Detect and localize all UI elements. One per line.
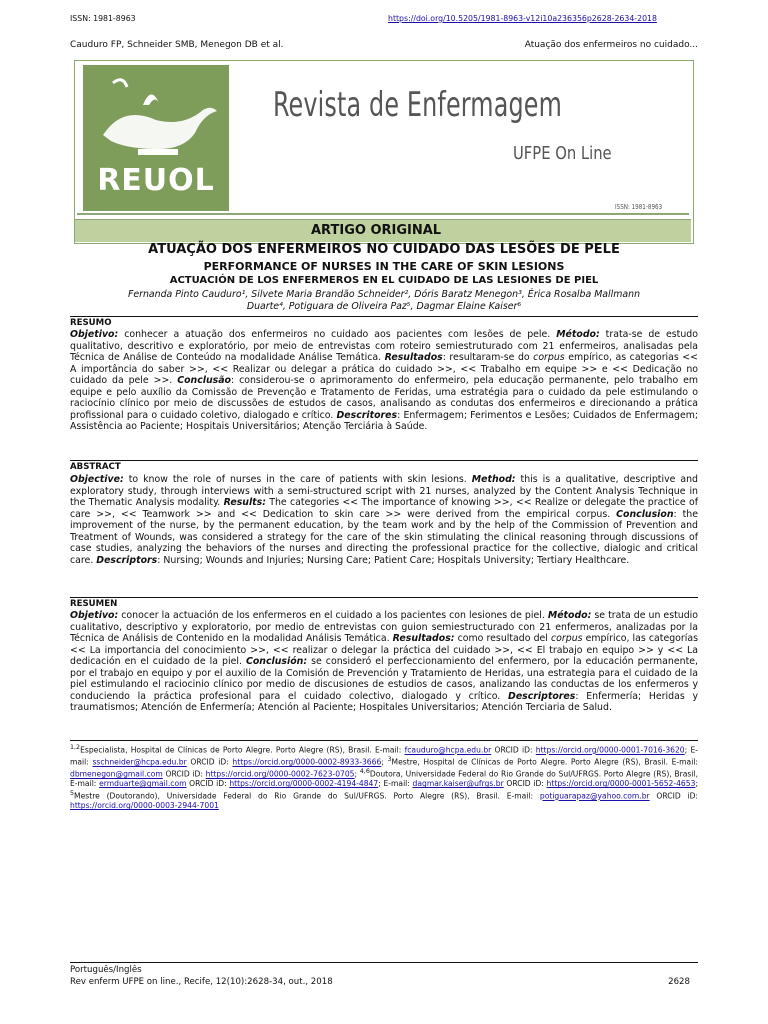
email-link[interactable]: dagmar.kaiser@ufrgs.br	[412, 779, 504, 789]
section-label: ARTIGO ORIGINAL	[311, 223, 442, 238]
resumen-text: Objetivo: conocer la actuación de los enfermeros en el cuidado a los pacientes con lesiones de piel. Método: se trata de un estudio cualitativo, descriptivo y exploratorio, por medio de entrevistas con guion semiestructurado con 21 enfermeros, analizadas por la Técnica de Análisis de Contenido en la modalidad Análisis Temática. Resultados: como resultado del corpus empírico, las categorías << La importancia del conocimiento >>, << realizar o delegar la práctica del cuidado >>, << El trabajo en equipo >> y << La dedicación en el cuidado de la piel. Conclusión: se consideró el perfeccionamiento del enfermero, por la educación permanente, por el trabajo en equipo y por el auxilio de la Comisión de Prevención y Tratamiento de Heridas, una estrategia para el cuidado de la piel estimulando el raciocinio clínico por medio de discusiones de estudios de casos, analizando las conductas de los enfermeros y conduciendo la práctica profesional para el cuidado colectivo, dialogado y crítico. Descriptores: Enfermería; Heridas y traumatismos; Atención de Enfermería; Atención al Paciente; Hospitales Universitarios; Atención Terciaria de Salud.	[70, 610, 699, 713]
orcid-link[interactable]: https://orcid.org/0000-0001-7016-3620	[535, 745, 685, 755]
authors-line-1: Fernanda Pinto Cauduro¹, Silvete Maria Brandão Schneider², Dóris Baratz Menegon³, Érica Rosalba Mallmann	[127, 289, 641, 300]
running-title: Atuação dos enfermeiros no cuidado...	[524, 40, 698, 50]
resumo-text: Objetivo: conhecer a atuação dos enfermeiros no cuidado aos pacientes com lesões de pele. Método: trata-se de estudo qualitativo, descritivo e exploratório, por meio de entrevistas com roteiro semiestruturado com 21 enfermeiros, analisadas pela Técnica de Análise de Conteúdo na modalidade Análise Temática. Resultados: resultaram-se do corpus empírico, as categorias << A importância do saber >>, << Realizar ou delegar a prática do cuidado >>, << Trabalho em equipe >> e << Dedicação no cuidado da pele >>. Conclusão: considerou-se o aprimoramento do enfermeiro, pela educação permanente, pelo trabalho em equipe e pelo auxílio da Comissão de Prevenção e Tratamento de Feridas, uma estratégia para o cuidado da pele estimulando o raciocínio clínico por meio de discussões de estudos de casos, analisando as condutas dos enfermeiros e direcionando a prática profissional para o cuidado coletivo, dialogado e crítico. Descritores: Enfermagem; Ferimentos e Lesões; Cuidados de Enfermagem; Assistência ao Paciente; Hospitais Universitários; Atenção Terciária à Saúde.	[70, 329, 699, 432]
page-number: 2628	[668, 977, 690, 987]
authors-line-2: Duarte⁴, Potiguara de Oliveira Paz⁵, Dagmar Elaine Kaiser⁶	[246, 301, 522, 312]
reuol-logo	[83, 65, 229, 211]
orcid-link[interactable]: https://orcid.org/0000-0002-4194-4847	[229, 779, 379, 789]
footer-rule	[70, 962, 698, 963]
title-en: PERFORMANCE OF NURSES IN THE CARE OF SKIN LESIONS	[203, 260, 565, 273]
running-authors: Cauduro FP, Schneider SMB, Menegon DB et al.	[70, 40, 284, 50]
journal-subtitle: UFPE On Line	[513, 143, 612, 164]
banner-divider	[77, 213, 689, 215]
email-link[interactable]: potiguarapaz@yahoo.com.br	[539, 791, 650, 801]
orcid-link[interactable]: https://orcid.org/0000-0001-5652-4653	[546, 779, 696, 789]
email-link[interactable]: ermduarte@gmail.com	[99, 779, 187, 789]
banner-issn: ISSN: 1981-8963	[615, 203, 663, 211]
resumen-label: RESUMEN	[70, 599, 118, 609]
email-link[interactable]: dbmenegon@gmail.com	[70, 769, 163, 779]
journal-title: Revista de Enfermagem	[273, 85, 563, 125]
abstract-rule	[70, 460, 698, 461]
title-es: ACTUACIÓN DE LOS ENFERMEROS EN EL CUIDADO DE LAS LESIONES DE PIEL	[169, 275, 599, 286]
author-footnotes: $^{1,2}$Especialista, Hospital de Clínicas de Porto Alegre. Porto Alegre (RS), Brasil. E-mail: fcauduro@hcpa.edu.br ORCID iD: https://orcid.org/0000-0001-7016-3620; E-mail: sschneider@hcpa.edu.br ORCID iD: https://orcid.org/0000-0002-8933-3666; $^3$Mestre, Hospital de Clínicas de Porto Alegre. Porto Alegre (RS), Brasil. E-mail: dbmenegon@gmail.com ORCID iD: https://orcid.org/0000-0002-7623-0705; $^{4,6}$Doutora, Universidade Federal do Rio Grande do Sul/UFRGS. Porto Alegre (RS), Brasil, E-mail: ermduarte@gmail.com ORCID iD: https://orcid.org/0000-0002-4194-4847; E-mail: dagmar.kaiser@ufrgs.br ORCID iD: https://orcid.org/0000-0001-5652-4653; $^5$Mestre (Doutorando), Universidade Federal do Rio Grande do Sul/UFRGS. Porto Alegre (RS), Brasil. E-mail: potiguarapaz@yahoo.com.br ORCID iD: https://orcid.org/0000-0003-2944-7001	[70, 744, 698, 811]
journal-banner	[74, 60, 694, 244]
footer-citation: Rev enferm UFPE on line., Recife, 12(10):2628-34, out., 2018	[70, 977, 333, 987]
orcid-link[interactable]: https://orcid.org/0000-0002-7623-0705	[205, 769, 355, 779]
abstract-label: ABSTRACT	[70, 462, 121, 472]
issn-header: ISSN: 1981-8963	[70, 14, 136, 23]
logo-text: REUOL	[97, 163, 215, 198]
email-link[interactable]: sschneider@hcpa.edu.br	[92, 757, 187, 767]
orcid-link[interactable]: https://orcid.org/0000-0002-8933-3666	[232, 757, 382, 767]
abstract-text: Objective: to know the role of nurses in the care of patients with skin lesions. Method: this is a qualitative, descriptive and exploratory study, through interviews with a semi-structured script with 21 nurses, analyzed by the Content Analysis Technique in the Thematic Analysis modality. Results: The categories << The importance of knowing >>, << Realize or delegate the practice of care >>, << Teamwork >> and << Dedication to skin care >> were derived from the empirical corpus. Conclusion: the improvement of the nurse, by the permanent education, by the team work and by the help of the Commission of Prevention and Treatment of Wounds, was considered a strategy for the care of the skin stimulating the clinical reasoning through discussions of case studies, analyzing the behaviors of the nurses and directing the professional practice for the collective, dialogic and critical care. Descriptors: Nursing; Wounds and Injuries; Nursing Care; Patient Care; Hospitals University; Tertiary Healthcare.	[70, 474, 699, 566]
resumo-rule	[70, 316, 698, 317]
email-link[interactable]: fcauduro@hcpa.edu.br	[404, 745, 492, 755]
orcid-link[interactable]: https://orcid.org/0000-0003-2944-7001	[70, 801, 219, 811]
resumen-rule	[70, 597, 698, 598]
title-pt: ATUAÇÃO DOS ENFERMEIROS NO CUIDADO DAS LESÕES DE PELE	[148, 242, 620, 257]
footnote-rule	[70, 740, 698, 741]
footer-languages: Português/Inglês	[70, 965, 142, 975]
doi-link[interactable]: https://doi.org/10.5205/1981-8963-v12i10a236356p2628-2634-2018	[388, 14, 657, 23]
resumo-label: RESUMO	[70, 318, 112, 328]
